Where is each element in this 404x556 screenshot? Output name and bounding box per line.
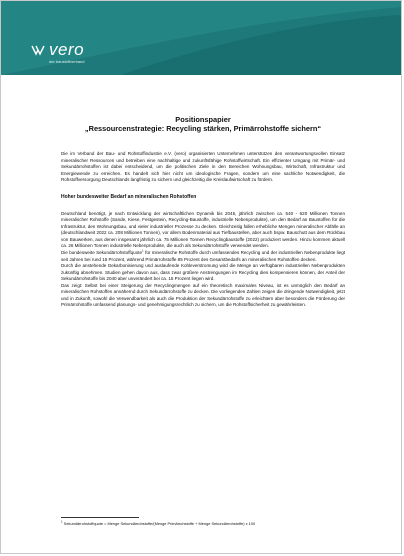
logo-tagline: der baustoffverband	[49, 59, 85, 64]
intro-paragraph: Die im Verband der Bau- und Rohstoffindustrie e.V. (vero) organisierten Unternehmen unterstützen den verantwortungsvollen Einsatz mineralischer Ressourcen und betreiben eine nachhaltige und zukunftsfähige Rohstoffwirtschaft. Ein effizienter Umgang mit Primär- und Sekundärrohstoffen ist dabei entscheidend, um die politischen Ziele in den Bereichen Wohnungsbau, Wirtschaft, Infrastruktur und Energiewende zu erreichen. Es handelt sich hier nicht um ideologische Fragen, sondern um eine sachliche Notwendigkeit, die Rohstoffversorgung Deutschlands langfristig zu sichern und gleichzeitig die Kreislaufwirtschaft zu fördern.	[61, 151, 345, 183]
section-body	[61, 211, 345, 309]
body-paragraph-2	[61, 250, 345, 263]
footnote-text: Sekundärrohstoffquote = Menge Sekundärrohstoffe/(Menge Primärrohstoffe + Menge Sekundärrohstoffe) x 100	[63, 521, 256, 526]
footnote	[61, 521, 351, 526]
body-paragraph-3: Durch die anstehende Dekarbonisierung und auslaufende Kohleverstromung wird die Menge an verfügbaren industriellen Nebenprodukten zukünftig abnehmen. Studien gehen davon aus, dass zwar größere Anstrengungen im Recycling dies kompensieren können, der Anteil der Sekundärrohstoffe bis 2040 aber unverändert bei ca. 15 Prozent liegen wird.	[61, 263, 345, 282]
body-paragraph-2-start: Die bundesweite Sekundärrohstoffquote	[61, 250, 143, 256]
document-title-line1: Positionspapier	[175, 115, 231, 124]
header-band	[1, 1, 401, 75]
body-paragraph-1: Deutschland benötigt, je nach Entwicklung der wirtschaftlichen Dynamik bis 2045, jährlich zwischen ca. 540 - 620 Millionen Tonnen mineralischer Rohstoffe (Sande, Kiese, Festgestein, Recycling-Baustoffe, industrielle Nebenprodukte), um den Bedarf an Baustoffen für die Infrastruktur, den Wohnungsbau, und vieler industrieller Prozesse zu decken. Gleichzeitig fallen erhebliche Mengen mineralischer Abfälle an (deutschlandweit 2022 ca. 208 Millionen Tonnen), vor allem Bodenmaterial aus Tiefbaustellen, aber auch bspw. Bauschutt aus dem Rückbau von Bauwerken, aus denen insgesamt jährlich ca. 75 Millionen Tonnen Recyclingbaustoffe (2022) produziert werden. Hinzu kommen aktuell ca. 26 Millionen Tonnen industrielle Nebenprodukte, die auch als Sekundärrohstoffe verwendet werden.	[61, 210, 345, 249]
body-paragraph-4: Das zeigt: Selbst bei einer Steigerung der Recyclingmengen auf ein theoretisch maximales Niveau, ist es unmöglich den Bedarf an mineralischen Rohstoffen annähernd durch Sekundärrohstoffe zu decken. Die vorliegenden Zahlen zeigen die dringende Notwendigkeit, jetzt und in Zukunft, sowohl die Verwendbarkeit als auch die Produktion der Sekundärrohstoffe zu erleichtern aber besonders die Förderung der Primärrohstoffe umfassend planungs- und genehmigungsrechtlich zu sichern, um die Rohstoffsicherheit zu gewährleisten.	[61, 282, 345, 308]
section-heading: Hoher bundesweiter Bedarf an mineralischen Rohstoffen	[61, 193, 197, 200]
vero-logo	[31, 41, 84, 58]
body-paragraph-2-rest: für mineralische Rohstoffe durch umfassendes Recycling und der industriellen Nebenprodukte liegt seit Jahren bei rund 15 Prozent, während Primärrohstoffe 85 Prozent des Gesamtbedarfs an mineralischen Rohstoffen decken.	[61, 250, 345, 262]
document-title-line2: „Ressourcenstrategie: Recycling stärken, Primärrohstoffe sichern“	[84, 124, 322, 133]
document-body	[61, 115, 345, 309]
footnote-reference[interactable]: 1	[142, 248, 144, 253]
vero-logo-icon	[31, 43, 45, 57]
footnote-divider	[61, 517, 139, 518]
logo-wordmark: vero	[49, 40, 85, 59]
footnote-marker: 1	[61, 519, 63, 524]
